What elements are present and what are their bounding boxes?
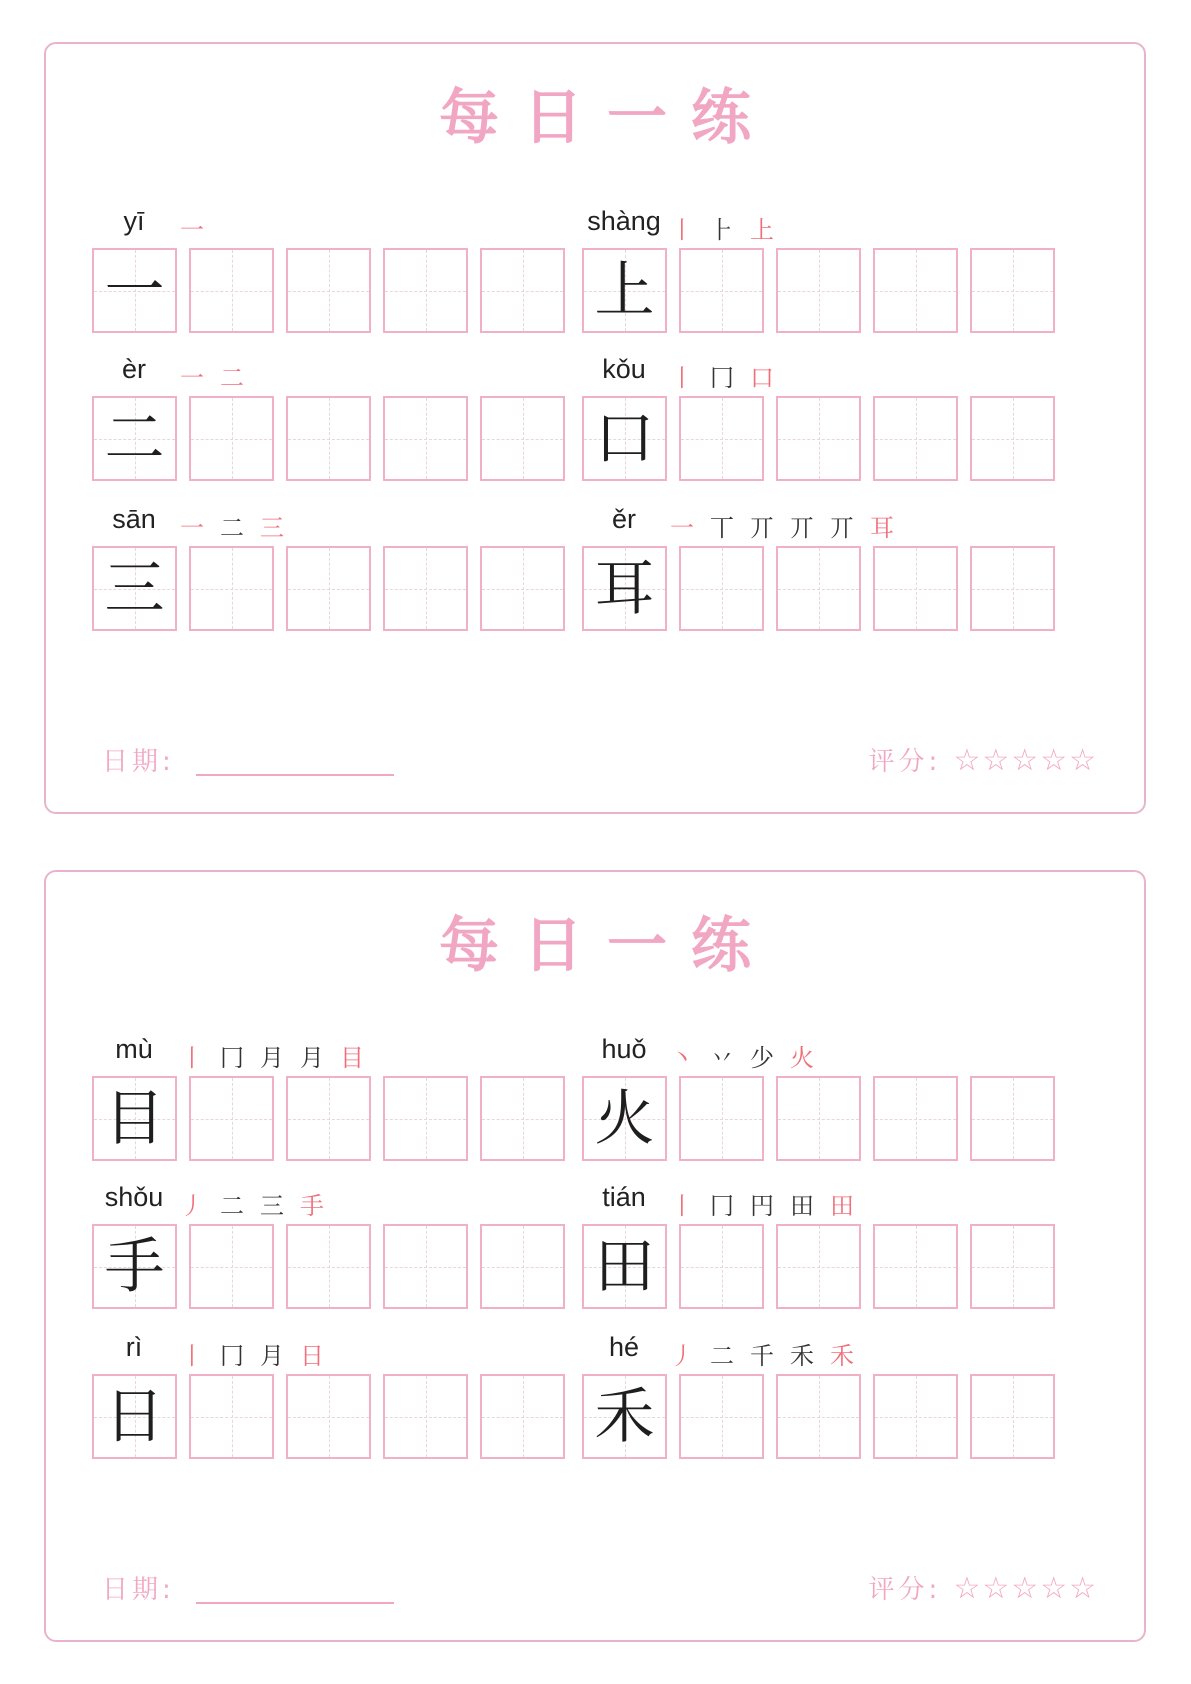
pinyin-label: ěr	[611, 504, 636, 534]
practice-box[interactable]	[970, 546, 1055, 631]
writing-row	[582, 1076, 1055, 1161]
stroke-step: 冂	[220, 1342, 254, 1370]
model-character-box	[582, 546, 667, 631]
writing-row	[92, 1076, 565, 1161]
stroke-step: 二	[220, 364, 254, 392]
writing-row	[92, 1374, 565, 1459]
writing-row	[92, 546, 565, 631]
stroke-order	[180, 1186, 340, 1221]
writing-row	[92, 1224, 565, 1309]
stroke-step: 丿	[670, 1342, 704, 1370]
stroke-step: 禾	[790, 1342, 824, 1370]
practice-box[interactable]	[480, 1076, 565, 1161]
stroke-order	[180, 1038, 380, 1073]
stroke-step: 丌	[790, 514, 824, 542]
pinyin-label: èr	[121, 354, 146, 384]
stroke-order	[670, 358, 790, 393]
practice-box[interactable]	[189, 1224, 274, 1309]
model-character: 口	[594, 403, 655, 474]
star-rating[interactable]: ☆☆☆☆☆	[953, 1571, 1098, 1606]
score-area	[868, 1569, 1098, 1606]
model-character-box	[92, 1224, 177, 1309]
model-character-box	[582, 1224, 667, 1309]
stroke-step: 円	[750, 1192, 784, 1220]
practice-box[interactable]	[679, 1224, 764, 1309]
stroke-order	[670, 1038, 830, 1073]
practice-box[interactable]	[679, 546, 764, 631]
stroke-step: 丨	[670, 216, 704, 244]
stroke-step: 一	[180, 364, 214, 392]
stroke-step: 上	[750, 216, 784, 244]
pinyin-label: huǒ	[601, 1034, 647, 1064]
stroke-step: 二	[220, 514, 254, 542]
stroke-step: 丨	[180, 1044, 214, 1072]
practice-box[interactable]	[189, 1374, 274, 1459]
date-field[interactable]	[196, 774, 394, 776]
stroke-step: 丷	[710, 1044, 744, 1072]
model-character: 一	[104, 255, 165, 326]
practice-box[interactable]	[480, 1374, 565, 1459]
model-character-box	[92, 396, 177, 481]
practice-box[interactable]	[286, 546, 371, 631]
date-label: 日期:	[102, 1575, 175, 1605]
stroke-step: 丨	[670, 364, 704, 392]
character-grid	[46, 872, 1144, 1640]
practice-box[interactable]	[480, 1224, 565, 1309]
pinyin-label: tián	[602, 1182, 646, 1212]
stroke-step: 田	[790, 1192, 824, 1220]
stroke-step: 丶	[670, 1044, 704, 1072]
stroke-order	[670, 210, 790, 245]
character-grid	[46, 44, 1144, 812]
stroke-step: 二	[710, 1342, 744, 1370]
stroke-step: 禾	[830, 1342, 864, 1370]
model-character-box	[582, 248, 667, 333]
pinyin-label: yī	[123, 206, 145, 236]
stroke-step: 一	[670, 514, 704, 542]
practice-box[interactable]	[873, 1374, 958, 1459]
pinyin-label: sān	[112, 504, 156, 534]
writing-row	[582, 1224, 1055, 1309]
model-character: 火	[594, 1083, 655, 1154]
practice-box[interactable]	[286, 396, 371, 481]
stroke-step: 月	[300, 1044, 334, 1072]
model-character-box	[92, 546, 177, 631]
practice-box[interactable]	[480, 396, 565, 481]
practice-box[interactable]	[873, 396, 958, 481]
pinyin-label: shàng	[587, 206, 661, 236]
practice-box[interactable]	[776, 396, 861, 481]
model-character-box	[582, 396, 667, 481]
score-area	[868, 741, 1098, 778]
practice-box[interactable]	[776, 248, 861, 333]
practice-box[interactable]	[189, 248, 274, 333]
practice-box[interactable]	[679, 248, 764, 333]
stroke-step: 丨	[670, 1192, 704, 1220]
model-character: 目	[104, 1083, 165, 1154]
stroke-order	[670, 1186, 870, 1221]
model-character-box	[582, 1374, 667, 1459]
practice-box[interactable]	[679, 1076, 764, 1161]
model-character-box	[92, 1374, 177, 1459]
card-title: 每日一练	[439, 911, 775, 981]
stroke-step: 手	[300, 1192, 334, 1220]
stroke-step: ⺊	[710, 216, 744, 244]
practice-box[interactable]	[679, 1374, 764, 1459]
practice-box[interactable]	[679, 396, 764, 481]
practice-box[interactable]	[383, 248, 468, 333]
pinyin-label: kǒu	[602, 354, 646, 384]
model-character: 日	[104, 1381, 165, 1452]
practice-box[interactable]	[189, 1076, 274, 1161]
score-label: 评分:	[868, 747, 942, 777]
practice-box[interactable]	[383, 1224, 468, 1309]
model-character-box	[582, 1076, 667, 1161]
star-rating[interactable]: ☆☆☆☆☆	[953, 743, 1098, 778]
pinyin-label: mù	[115, 1034, 153, 1064]
stroke-step: 丌	[830, 514, 864, 542]
stroke-step: 二	[220, 1192, 254, 1220]
writing-row	[582, 396, 1055, 481]
practice-box[interactable]	[383, 1374, 468, 1459]
practice-box[interactable]	[480, 248, 565, 333]
writing-row	[582, 546, 1055, 631]
stroke-step: 丌	[750, 514, 784, 542]
stroke-step: 冂	[710, 1192, 744, 1220]
practice-box[interactable]	[970, 396, 1055, 481]
practice-box[interactable]	[286, 1374, 371, 1459]
writing-row	[582, 1374, 1055, 1459]
date-field[interactable]	[196, 1602, 394, 1604]
pinyin-label: hé	[608, 1332, 640, 1362]
model-character-box	[92, 248, 177, 333]
stroke-step: 三	[260, 514, 294, 542]
stroke-step: 一	[180, 216, 214, 244]
practice-box[interactable]	[189, 546, 274, 631]
practice-box[interactable]	[776, 1374, 861, 1459]
practice-box[interactable]	[776, 1076, 861, 1161]
stroke-order	[670, 1336, 870, 1371]
practice-box[interactable]	[286, 1076, 371, 1161]
stroke-step: 耳	[870, 514, 904, 542]
model-character: 三	[104, 553, 165, 624]
practice-box[interactable]	[776, 1224, 861, 1309]
stroke-step: 丿	[180, 1192, 214, 1220]
pinyin-label: shǒu	[104, 1182, 164, 1212]
practice-box[interactable]	[873, 546, 958, 631]
stroke-order	[180, 508, 300, 543]
practice-box[interactable]	[286, 1224, 371, 1309]
practice-box[interactable]	[189, 396, 274, 481]
stroke-step: 目	[340, 1044, 374, 1072]
stroke-step: 日	[300, 1342, 334, 1370]
practice-box[interactable]	[383, 1076, 468, 1161]
stroke-order	[670, 508, 910, 543]
writing-row	[92, 248, 565, 333]
stroke-step: 田	[830, 1192, 864, 1220]
model-character: 上	[594, 255, 655, 326]
writing-row	[582, 248, 1055, 333]
model-character: 禾	[594, 1381, 655, 1452]
practice-card-2	[44, 870, 1146, 1642]
model-character-box	[92, 1076, 177, 1161]
model-character: 耳	[594, 553, 655, 624]
stroke-step: 三	[260, 1192, 294, 1220]
practice-box[interactable]	[286, 248, 371, 333]
date-label: 日期:	[102, 747, 175, 777]
model-character: 田	[594, 1231, 655, 1302]
practice-box[interactable]	[970, 1076, 1055, 1161]
stroke-step: 丨	[180, 1342, 214, 1370]
practice-box[interactable]	[383, 396, 468, 481]
model-character: 二	[104, 403, 165, 474]
stroke-order	[180, 210, 220, 245]
practice-box[interactable]	[873, 1076, 958, 1161]
stroke-step: 月	[260, 1044, 294, 1072]
stroke-step: 千	[750, 1342, 784, 1370]
stroke-step: 冂	[220, 1044, 254, 1072]
practice-box[interactable]	[873, 1224, 958, 1309]
practice-box[interactable]	[970, 1374, 1055, 1459]
practice-box[interactable]	[383, 546, 468, 631]
stroke-step: 一	[180, 514, 214, 542]
model-character: 手	[104, 1231, 165, 1302]
stroke-step: 火	[790, 1044, 824, 1072]
score-label: 评分:	[868, 1575, 942, 1605]
card-title: 每日一练	[439, 83, 775, 153]
pinyin-label: rì	[125, 1332, 143, 1362]
stroke-order	[180, 1336, 340, 1371]
practice-box[interactable]	[970, 248, 1055, 333]
practice-box[interactable]	[776, 546, 861, 631]
practice-card-1	[44, 42, 1146, 814]
stroke-step: 冂	[710, 364, 744, 392]
stroke-step: 口	[750, 364, 784, 392]
practice-box[interactable]	[873, 248, 958, 333]
stroke-step: 少	[750, 1044, 784, 1072]
stroke-step: 月	[260, 1342, 294, 1370]
practice-box[interactable]	[970, 1224, 1055, 1309]
stroke-step: 丅	[710, 514, 744, 542]
stroke-order	[180, 358, 260, 393]
practice-box[interactable]	[480, 546, 565, 631]
writing-row	[92, 396, 565, 481]
